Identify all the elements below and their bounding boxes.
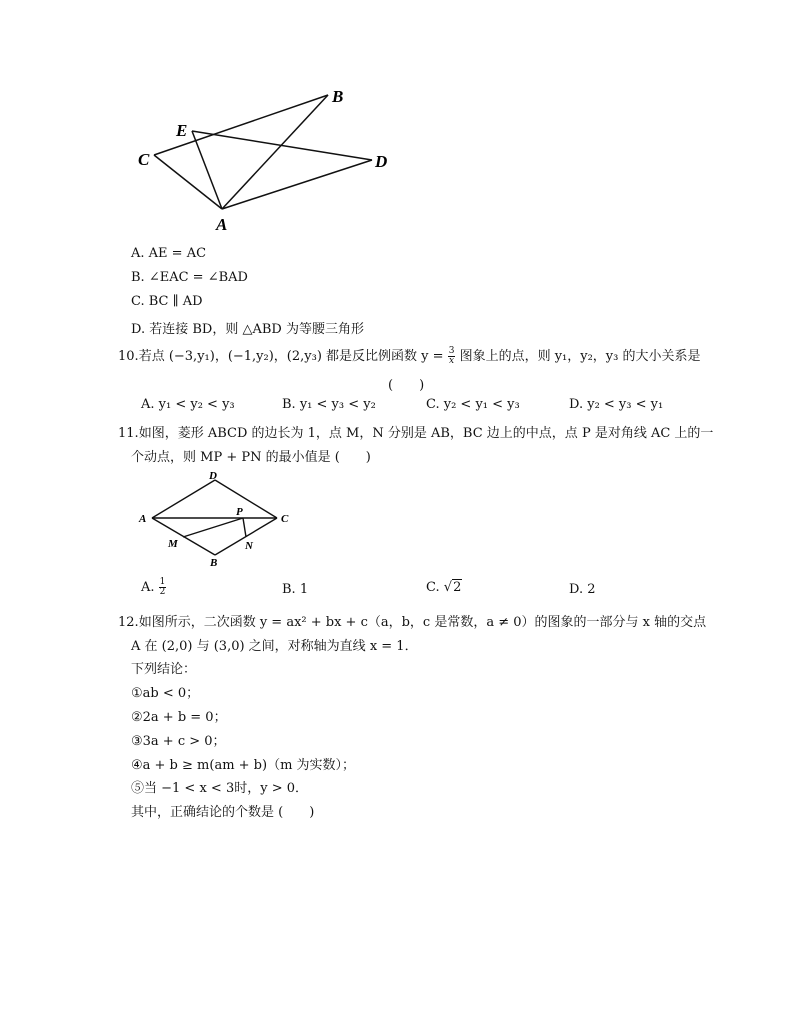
q11-number: 11. bbox=[118, 426, 139, 441]
rhombus-label-m: M bbox=[168, 538, 178, 550]
figure-triangles bbox=[130, 85, 400, 235]
q11-option-c[interactable]: C. √2 bbox=[426, 580, 462, 595]
q12-stem-line2: A 在 (2,0) 与 (3,0) 之间，对称轴为直线 x = 1． bbox=[131, 639, 418, 654]
q11-option-b[interactable]: B. 1 bbox=[282, 582, 309, 597]
q10-option-c[interactable]: C. y₂ < y₁ < y₃ bbox=[426, 397, 520, 412]
label-b: B bbox=[332, 87, 344, 106]
q10-option-a[interactable]: A. y₁ < y₂ < y₃ bbox=[141, 397, 235, 412]
q9-option-c[interactable]: C. BC ∥ AD bbox=[131, 294, 203, 309]
q11-option-a[interactable]: A. $\frac{1}{2}$ bbox=[141, 577, 166, 597]
q12-stem-line1: 12.如图所示，二次函数 y = ax² + bx + c（a，b，c 是常数，a ≠ 0）的图象的一部分与 x 轴的交点 bbox=[118, 615, 707, 630]
q12-conclusion-1: ①ab < 0； bbox=[131, 686, 200, 701]
q9-option-d[interactable]: D. 若连接 BD，则 △ABD 为等腰三角形 bbox=[131, 322, 364, 337]
q10-fraction: $\frac{3}{x}$ bbox=[448, 346, 455, 366]
label-d: D bbox=[375, 152, 388, 171]
q11-stem-line2: 个动点，则 MP + PN 的最小值是 ( ) bbox=[131, 450, 371, 465]
rhombus-label-a: A bbox=[139, 513, 147, 525]
q10-stem bbox=[118, 344, 701, 370]
rhombus-label-c: C bbox=[281, 513, 289, 525]
q11-option-d[interactable]: D. 2 bbox=[569, 582, 596, 597]
label-e: E bbox=[176, 121, 188, 140]
q10-text-pre: 若点 (−3,y₁)，(−1,y₂)，(2,y₃) 都是反比例函数 y = bbox=[138, 349, 444, 364]
q12-conclusion-3: ③3a + c > 0； bbox=[131, 734, 226, 749]
q12-intro: 下列结论： bbox=[131, 662, 197, 677]
q12-conclusion-2: ②2a + b = 0； bbox=[131, 710, 227, 725]
label-c: C bbox=[138, 150, 150, 169]
q10-text-post: 图象上的点，则 y₁，y₂，y₃ 的大小关系是 bbox=[459, 349, 701, 364]
q10-option-d[interactable]: D. y₂ < y₃ < y₁ bbox=[569, 397, 664, 412]
q10-number: 10. bbox=[118, 349, 139, 364]
rhombus-label-d: D bbox=[209, 470, 217, 482]
q9-option-b[interactable]: B. ∠EAC = ∠BAD bbox=[131, 270, 248, 285]
q9-option-a[interactable]: A. AE = AC bbox=[131, 246, 207, 261]
rhombus-label-n: N bbox=[245, 540, 253, 552]
q12-number: 12. bbox=[118, 615, 139, 630]
q12-conclusion-5: ⑤当 −1 < x < 3时，y > 0． bbox=[131, 781, 308, 796]
q11-stem-line1: 11.如图，菱形 ABCD 的边长为 1，点 M，N 分别是 AB，BC 边上的中点，点 P 是对角线 AC 上的一 bbox=[118, 426, 714, 441]
sqrt-icon: √ bbox=[443, 580, 453, 595]
rhombus-label-p: P bbox=[236, 506, 243, 518]
q12-conclusion-4: ④a + b ≥ m(am + b)（m 为实数）； bbox=[131, 758, 356, 773]
q11-option-a-fraction: $\frac{1}{2}$ bbox=[159, 577, 166, 597]
rhombus-label-b: B bbox=[210, 557, 218, 569]
label-a: A bbox=[216, 215, 228, 234]
q12-question: 其中，正确结论的个数是 ( ) bbox=[131, 805, 315, 820]
q10-option-b[interactable]: B. y₁ < y₃ < y₂ bbox=[282, 397, 376, 412]
q10-answer-paren: ( ) bbox=[388, 378, 425, 393]
figure-rhombus bbox=[135, 465, 300, 570]
